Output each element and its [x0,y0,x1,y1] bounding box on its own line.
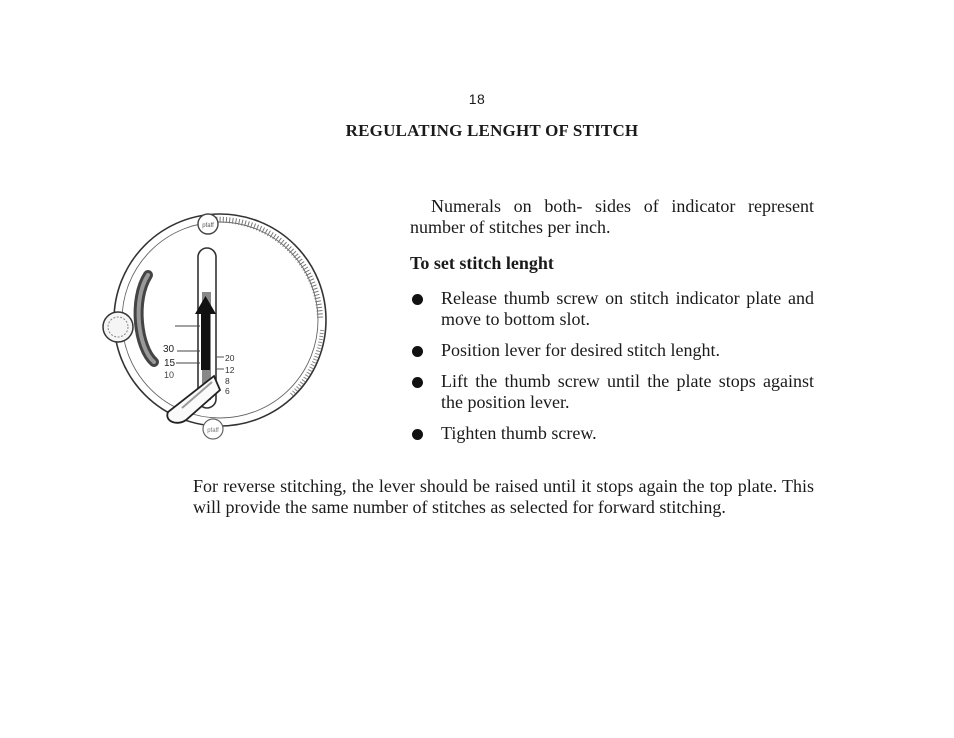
step-text: Position lever for desired stitch lenght. [441,340,720,360]
right-scale-12: 12 [225,365,235,375]
step-tighten-thumb-screw [410,423,814,444]
step-text: Release thumb screw on stitch indicator plate and move to bottom slot. [441,288,814,329]
bottom-screw-marking: pfaff [207,428,219,434]
page-number: 18 [468,91,486,107]
left-scale-30: 30 [163,344,175,355]
instructions-subheading: To set stitch lenght [410,253,554,273]
indicator-plate-outer [114,214,326,426]
arrow-shaft [201,312,210,370]
step-release-thumb-screw [410,288,814,330]
bullet-icon [412,377,423,388]
step-text: Tighten thumb screw. [441,423,597,443]
right-scale-8: 8 [225,376,230,386]
instruction-steps [410,288,814,444]
bullet-icon [412,346,423,357]
reverse-stitching-paragraph: For reverse stitching, the lever should be raised until it stops again the top plate. This will provide the same number of stitches as selected for forward stitching. [193,476,814,517]
right-scale-20: 20 [225,353,235,363]
left-scale-10: 10 [164,370,175,380]
right-scale-6: 6 [225,386,230,396]
step-position-lever [410,340,814,361]
bullet-icon [412,294,423,305]
page-title: REGULATING LENGHT OF STITCH [345,121,639,140]
instructions-column [410,196,814,454]
bullet-icon [412,429,423,440]
left-scale-15: 15 [164,358,176,369]
step-text: Lift the thumb screw until the plate stops against the position lever. [441,371,814,412]
top-screw-marking: pfaff [202,223,214,229]
intro-paragraph: Numerals on both- sides of indicator represent number of stitches per inch. [410,196,814,237]
step-lift-thumb-screw [410,371,814,413]
stitch-indicator-illustration [92,200,342,450]
